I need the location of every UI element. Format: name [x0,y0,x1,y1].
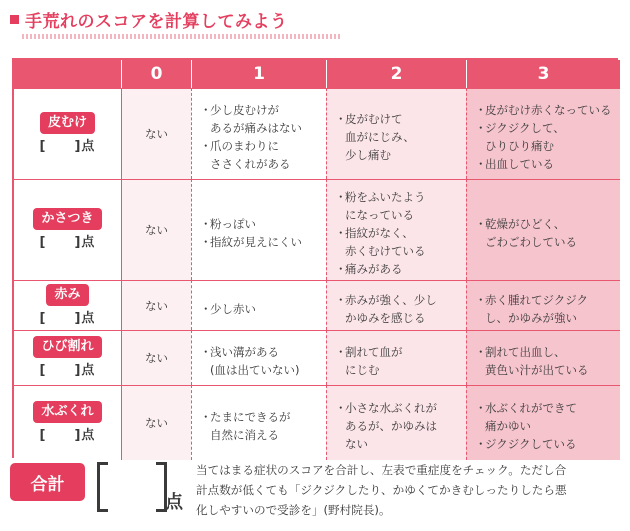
description-text: 粉っぽい [210,217,256,231]
score-input[interactable]: [ ]点 [39,235,96,250]
score-3-cell [466,179,620,280]
description-text: 少し赤い [210,301,256,316]
description-text: 爪のまわりに ささくれがある [210,139,291,171]
symptom-description [200,343,320,379]
score-0-cell: ない [121,88,191,179]
symptom-cell [14,330,121,385]
score-1-cell [191,330,326,385]
symptom-description [335,399,460,453]
score-input[interactable]: [ ]点 [39,139,96,154]
header-score-1: 1 [191,60,326,88]
bullet-icon: ・ [475,121,487,135]
bullet-icon: ・ [475,345,487,359]
bullet-icon: ・ [475,157,487,171]
symptom-cell [14,280,121,330]
header-score-0: 0 [121,60,191,88]
symptom-cell [14,179,121,280]
bullet-icon: ・ [200,410,212,424]
symptom-description [200,101,320,137]
description-text: 赤みが強く、少し かゆみを感じる [345,292,437,325]
symptom-description [475,215,614,251]
bullet-icon: ・ [335,401,347,415]
description-text: 粉をふいたよう になっている [345,190,426,222]
score-0-cell: ない [121,330,191,385]
header-corner [14,60,121,88]
description-text: 割れて血が にじむ [345,345,403,377]
bullet-icon: ・ [335,292,347,307]
title-text: 手荒れのスコアを計算してみよう [25,11,288,32]
symptom-cell [14,385,121,460]
bullet-icon: ・ [200,235,212,249]
total-input-box[interactable] [97,462,167,512]
bullet-icon: ・ [200,345,212,359]
symptom-description [335,343,460,379]
bullet-icon: ・ [200,217,212,231]
description-text: 指紋がなく、 赤くむけている [345,226,426,258]
title-underline [22,34,340,39]
symptom-description [200,233,320,251]
symptom-description [475,119,614,155]
title-bullet [10,15,19,24]
bullet-icon: ・ [475,103,487,117]
description-text: 指紋が見えにくい [210,235,302,249]
description-text: ジクジクして、 ひりひり痛む [485,121,565,153]
symptom-description [475,101,614,119]
description-text: 赤く腫れてジクジク し、かゆみが強い [485,292,589,325]
bullet-icon: ・ [200,301,212,316]
bullet-icon: ・ [475,292,487,307]
symptom-description [475,435,614,453]
symptom-description [200,300,320,318]
score-2-cell [326,179,466,280]
symptom-label: かさつき [33,208,101,230]
bullet-icon: ・ [200,139,212,153]
symptom-description [335,224,460,260]
score-3-cell [466,88,620,179]
description-text: 皮がむけ赤くなっている [485,103,612,117]
description-text: 水ぶくれができて 痛かゆい [485,401,577,433]
bullet-icon: ・ [335,262,347,276]
symptom-label: ひび割れ [33,336,101,358]
bullet-icon: ・ [335,190,347,204]
header-score-2: 2 [326,60,466,88]
score-1-cell [191,179,326,280]
symptom-description [335,188,460,224]
total-unit: 点 [165,492,183,513]
score-3-cell [466,280,620,330]
symptom-cell [14,88,121,179]
symptom-label: 赤み [46,284,88,306]
description-text: 皮がむけて 血がにじみ、 少し痛む [345,112,415,162]
symptom-label: 水ぶくれ [33,401,101,423]
bullet-icon: ・ [335,112,347,126]
page-title [10,6,288,32]
symptom-description [475,291,614,327]
symptom-description [200,137,320,173]
score-input[interactable]: [ ]点 [39,310,96,326]
symptom-description [200,215,320,233]
description-text: 割れて出血し、 黄色い汁が出ている [485,345,589,377]
score-0-cell: ない [121,385,191,460]
symptom-description [475,399,614,435]
symptom-description [335,110,460,164]
bullet-icon: ・ [200,103,212,117]
bullet-icon: ・ [475,401,487,415]
score-1-cell [191,280,326,330]
symptom-description [475,155,614,173]
symptom-description [475,343,614,379]
score-2-cell [326,330,466,385]
symptom-label: 皮むけ [40,112,95,134]
bullet-icon: ・ [335,345,347,359]
bullet-icon: ・ [475,217,487,231]
description-text: たまにできるが 自然に消える [210,410,291,442]
bullet-icon: ・ [475,437,487,451]
score-input[interactable]: [ ]点 [39,363,96,378]
total-label: 合計 [10,463,85,501]
score-2-cell [326,280,466,330]
description-text: 浅い溝がある (血は出ていない) [210,345,300,377]
score-2-cell [326,88,466,179]
score-0-cell: ない [121,179,191,280]
score-1-cell [191,88,326,179]
symptom-description [200,408,320,444]
total-note: 当てはまる症状のスコアを合計し、左表で重症度をチェック。ただし合 計点数が低くても「ジクジクしたり、かゆくてかきむしったりしたら悪 化しやすいので受診を」(野村院長)。 [196,463,567,517]
description-text: 出血している [485,157,554,171]
score-2-cell [326,385,466,460]
description-text: 少し皮むけが あるが痛みはない [210,103,302,135]
header-score-3: 3 [466,60,620,88]
description-text: ジクジクしている [485,437,577,451]
score-table [12,58,618,458]
description-text: 小さな水ぶくれが あるが、かゆみは ない [345,401,437,451]
symptom-description [335,260,460,278]
score-1-cell [191,385,326,460]
bullet-icon: ・ [335,226,347,240]
score-input[interactable]: [ ]点 [39,428,96,443]
symptom-description [335,291,460,327]
score-0-cell: ない [121,280,191,330]
description-text: 乾燥がひどく、 ごわごわしている [485,217,577,249]
score-3-cell [466,385,620,460]
description-text: 痛みがある [345,262,403,276]
score-3-cell [466,330,620,385]
